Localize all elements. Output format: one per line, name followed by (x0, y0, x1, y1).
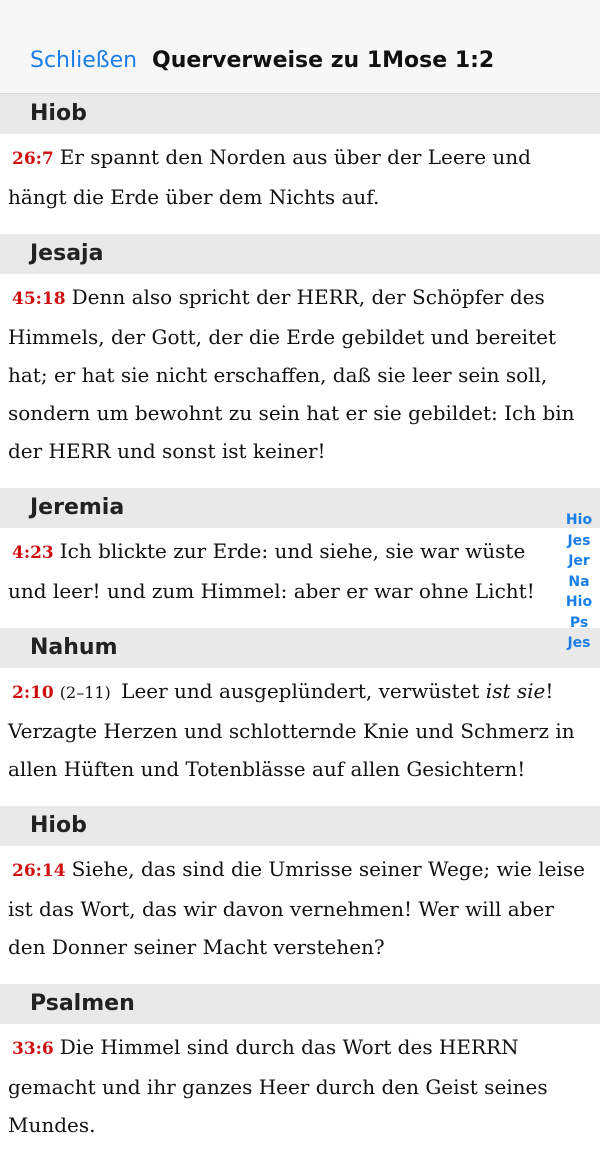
verse-reference[interactable]: 4:23 (12, 543, 54, 563)
verse-reference[interactable]: 33:6 (12, 1039, 54, 1059)
verse-text-italic: ist sie (485, 679, 546, 703)
verse-item[interactable] (0, 668, 600, 806)
verse-item[interactable] (0, 846, 600, 984)
verse-subreference: (2–11) (59, 683, 111, 702)
navigation-bar (0, 0, 600, 94)
verse-text: ! Verzagte Herzen und schlotternde Knie und Schmerz in allen Hüften und Totenblässe auf allen Gesichtern! (8, 679, 575, 781)
verse-text: Die Himmel sind durch das Wort des HERRN gemacht und ihr ganzes Heer durch den Geist seines Mundes. (8, 1035, 548, 1137)
verse-item[interactable] (0, 1024, 600, 1162)
page-title: Querverweise zu 1Mose 1:2 (152, 48, 495, 73)
section-header-nahum: Nahum (0, 628, 600, 668)
section-index-bar[interactable] (562, 510, 596, 654)
section-header-jeremia: Jeremia (0, 488, 600, 528)
section-header-hiob: Hiob (0, 94, 600, 134)
verse-text: Ich blickte zur Erde: und siehe, sie war wüste und leer! und zum Himmel: aber er war ohne Licht! (8, 539, 535, 603)
index-item-nahum[interactable]: Na (568, 573, 590, 590)
index-item-jeremia[interactable]: Jer (568, 553, 590, 569)
section-header-jesaja: Jesaja (0, 234, 600, 274)
verse-reference[interactable]: 26:7 (12, 149, 54, 169)
index-item-hiob[interactable]: Hio (565, 594, 593, 610)
verse-text: Siehe, das sind die Umrisse seiner Wege; wie leise ist das Wort, das wir davon vernehmen! Wer will aber den Donner seiner Macht verstehen? (8, 857, 585, 959)
verse-reference[interactable]: 2:10 (12, 683, 54, 703)
index-item-jesaja[interactable]: Jes (567, 532, 591, 549)
verse-text: Leer und ausgeplündert, verwüstet (121, 679, 486, 703)
verse-text: Er spannt den Norden aus über der Leere und hängt die Erde über dem Nichts auf. (8, 145, 531, 209)
close-button[interactable]: Schließen (30, 48, 138, 73)
verse-text: Denn also spricht der HERR, der Schöpfer des Himmels, der Gott, der die Erde gebildet und bereitet hat; er hat sie nicht erschaffen, daß sie leer sein soll, sondern um bewohnt zu sein hat er sie gebildet: Ich bin der HERR und sonst ist keiner! (8, 285, 575, 463)
section-header-psalmen: Psalmen (0, 984, 600, 1024)
verse-reference[interactable]: 45:18 (12, 289, 66, 309)
verse-item[interactable] (0, 274, 600, 488)
index-item-hiob[interactable]: Hio (565, 512, 593, 528)
index-item-jesaja[interactable]: Jes (567, 635, 591, 651)
verse-item[interactable] (0, 528, 600, 628)
verse-item[interactable] (0, 134, 600, 234)
section-header-hiob: Hiob (0, 806, 600, 846)
cross-reference-list[interactable] (0, 94, 600, 1162)
index-item-psalmen[interactable]: Ps (569, 614, 589, 631)
verse-reference[interactable]: 26:14 (12, 861, 66, 881)
